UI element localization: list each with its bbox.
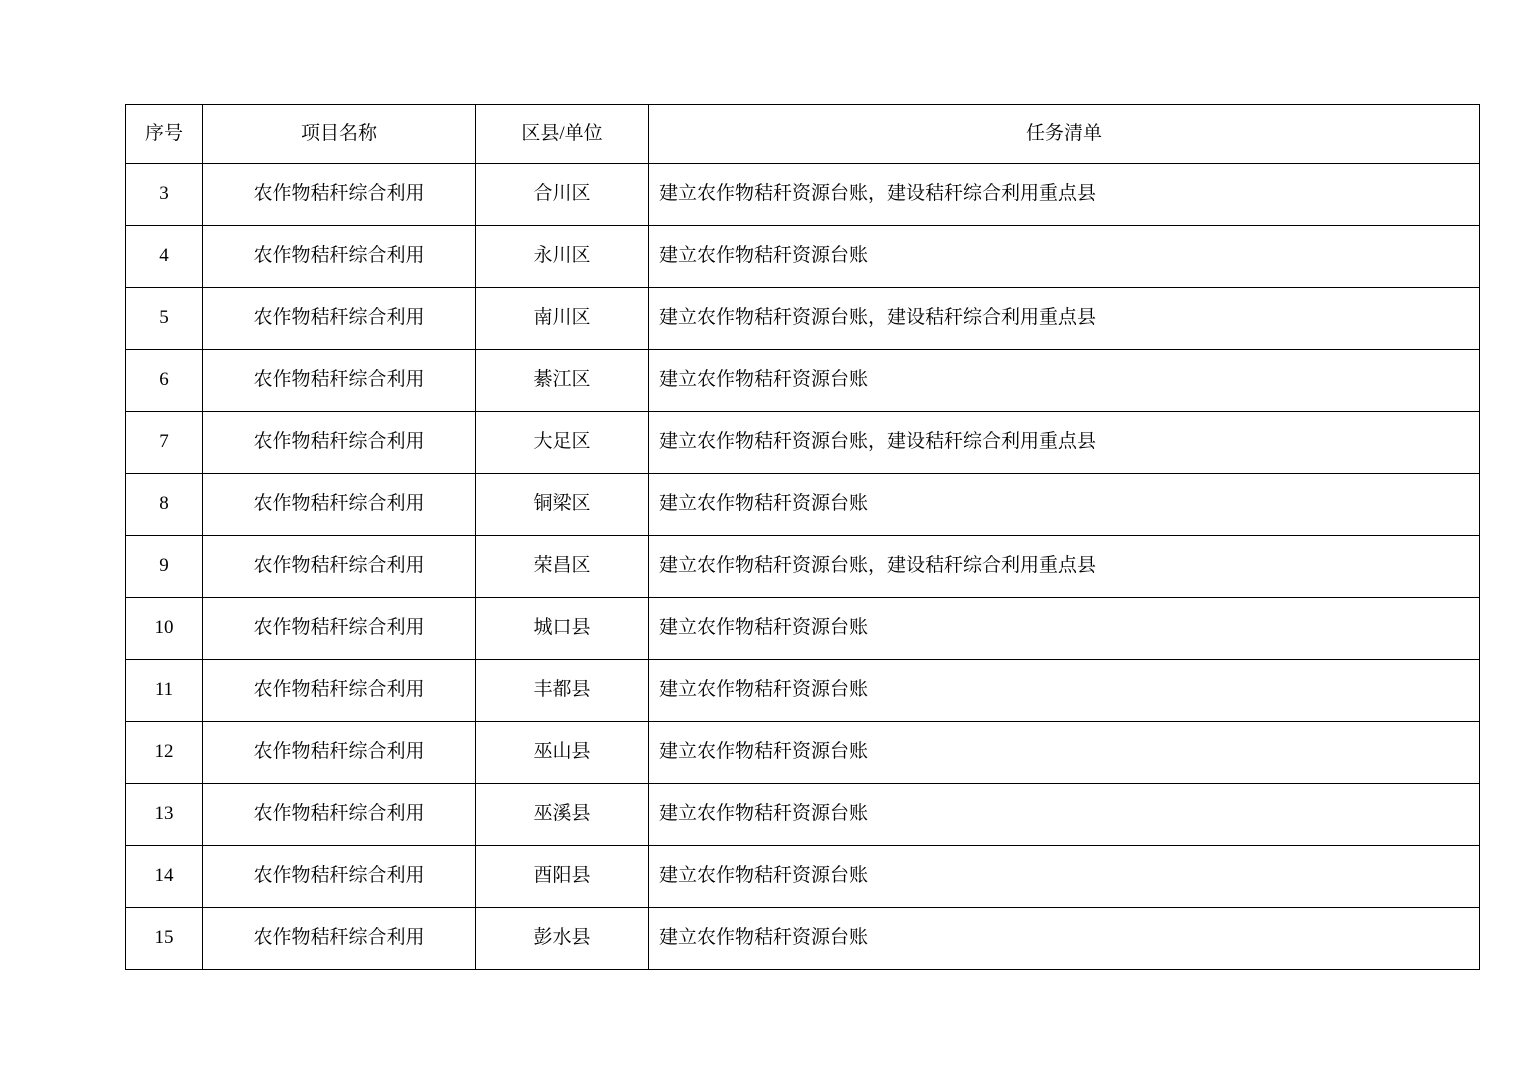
table-header bbox=[126, 105, 1480, 164]
cell-seq: 5 bbox=[126, 288, 203, 350]
cell-seq: 6 bbox=[126, 350, 203, 412]
table-row bbox=[126, 784, 1480, 846]
cell-task-list: 建立农作物秸秆资源台账，建设秸秆综合利用重点县 bbox=[649, 288, 1480, 350]
table-row bbox=[126, 846, 1480, 908]
table-body bbox=[126, 164, 1480, 970]
cell-task-list: 建立农作物秸秆资源台账 bbox=[649, 598, 1480, 660]
cell-project-name: 农作物秸秆综合利用 bbox=[203, 474, 476, 536]
header-seq: 序号 bbox=[126, 105, 203, 164]
table-row bbox=[126, 908, 1480, 970]
table-row bbox=[126, 288, 1480, 350]
table-row bbox=[126, 598, 1480, 660]
cell-task-list: 建立农作物秸秆资源台账 bbox=[649, 474, 1480, 536]
cell-district-unit: 大足区 bbox=[476, 412, 649, 474]
cell-project-name: 农作物秸秆综合利用 bbox=[203, 908, 476, 970]
header-district-unit: 区县/单位 bbox=[476, 105, 649, 164]
cell-project-name: 农作物秸秆综合利用 bbox=[203, 660, 476, 722]
cell-task-list: 建立农作物秸秆资源台账，建设秸秆综合利用重点县 bbox=[649, 536, 1480, 598]
cell-district-unit: 丰都县 bbox=[476, 660, 649, 722]
cell-seq: 7 bbox=[126, 412, 203, 474]
cell-seq: 14 bbox=[126, 846, 203, 908]
header-project-name: 项目名称 bbox=[203, 105, 476, 164]
cell-seq: 4 bbox=[126, 226, 203, 288]
cell-district-unit: 铜梁区 bbox=[476, 474, 649, 536]
cell-district-unit: 綦江区 bbox=[476, 350, 649, 412]
cell-seq: 10 bbox=[126, 598, 203, 660]
task-table-container bbox=[125, 104, 1395, 970]
table-row bbox=[126, 722, 1480, 784]
cell-seq: 9 bbox=[126, 536, 203, 598]
cell-task-list: 建立农作物秸秆资源台账 bbox=[649, 908, 1480, 970]
cell-task-list: 建立农作物秸秆资源台账 bbox=[649, 350, 1480, 412]
table-row bbox=[126, 412, 1480, 474]
cell-project-name: 农作物秸秆综合利用 bbox=[203, 722, 476, 784]
cell-task-list: 建立农作物秸秆资源台账 bbox=[649, 784, 1480, 846]
cell-seq: 11 bbox=[126, 660, 203, 722]
table-header-row bbox=[126, 105, 1480, 164]
cell-task-list: 建立农作物秸秆资源台账 bbox=[649, 722, 1480, 784]
cell-district-unit: 巫溪县 bbox=[476, 784, 649, 846]
cell-project-name: 农作物秸秆综合利用 bbox=[203, 598, 476, 660]
cell-seq: 3 bbox=[126, 164, 203, 226]
cell-task-list: 建立农作物秸秆资源台账 bbox=[649, 846, 1480, 908]
table-row bbox=[126, 350, 1480, 412]
cell-project-name: 农作物秸秆综合利用 bbox=[203, 288, 476, 350]
table-row bbox=[126, 536, 1480, 598]
table-row bbox=[126, 474, 1480, 536]
table-row bbox=[126, 164, 1480, 226]
cell-district-unit: 荣昌区 bbox=[476, 536, 649, 598]
cell-project-name: 农作物秸秆综合利用 bbox=[203, 164, 476, 226]
cell-seq: 13 bbox=[126, 784, 203, 846]
cell-project-name: 农作物秸秆综合利用 bbox=[203, 846, 476, 908]
cell-project-name: 农作物秸秆综合利用 bbox=[203, 350, 476, 412]
cell-district-unit: 彭水县 bbox=[476, 908, 649, 970]
cell-district-unit: 城口县 bbox=[476, 598, 649, 660]
header-task-list: 任务清单 bbox=[649, 105, 1480, 164]
cell-district-unit: 永川区 bbox=[476, 226, 649, 288]
task-table bbox=[125, 104, 1480, 970]
cell-seq: 12 bbox=[126, 722, 203, 784]
table-row bbox=[126, 226, 1480, 288]
cell-district-unit: 南川区 bbox=[476, 288, 649, 350]
table-row bbox=[126, 660, 1480, 722]
cell-district-unit: 合川区 bbox=[476, 164, 649, 226]
cell-task-list: 建立农作物秸秆资源台账 bbox=[649, 660, 1480, 722]
cell-district-unit: 酉阳县 bbox=[476, 846, 649, 908]
cell-project-name: 农作物秸秆综合利用 bbox=[203, 412, 476, 474]
cell-seq: 15 bbox=[126, 908, 203, 970]
cell-project-name: 农作物秸秆综合利用 bbox=[203, 784, 476, 846]
cell-task-list: 建立农作物秸秆资源台账，建设秸秆综合利用重点县 bbox=[649, 412, 1480, 474]
cell-district-unit: 巫山县 bbox=[476, 722, 649, 784]
cell-task-list: 建立农作物秸秆资源台账，建设秸秆综合利用重点县 bbox=[649, 164, 1480, 226]
cell-project-name: 农作物秸秆综合利用 bbox=[203, 536, 476, 598]
cell-seq: 8 bbox=[126, 474, 203, 536]
cell-project-name: 农作物秸秆综合利用 bbox=[203, 226, 476, 288]
cell-task-list: 建立农作物秸秆资源台账 bbox=[649, 226, 1480, 288]
